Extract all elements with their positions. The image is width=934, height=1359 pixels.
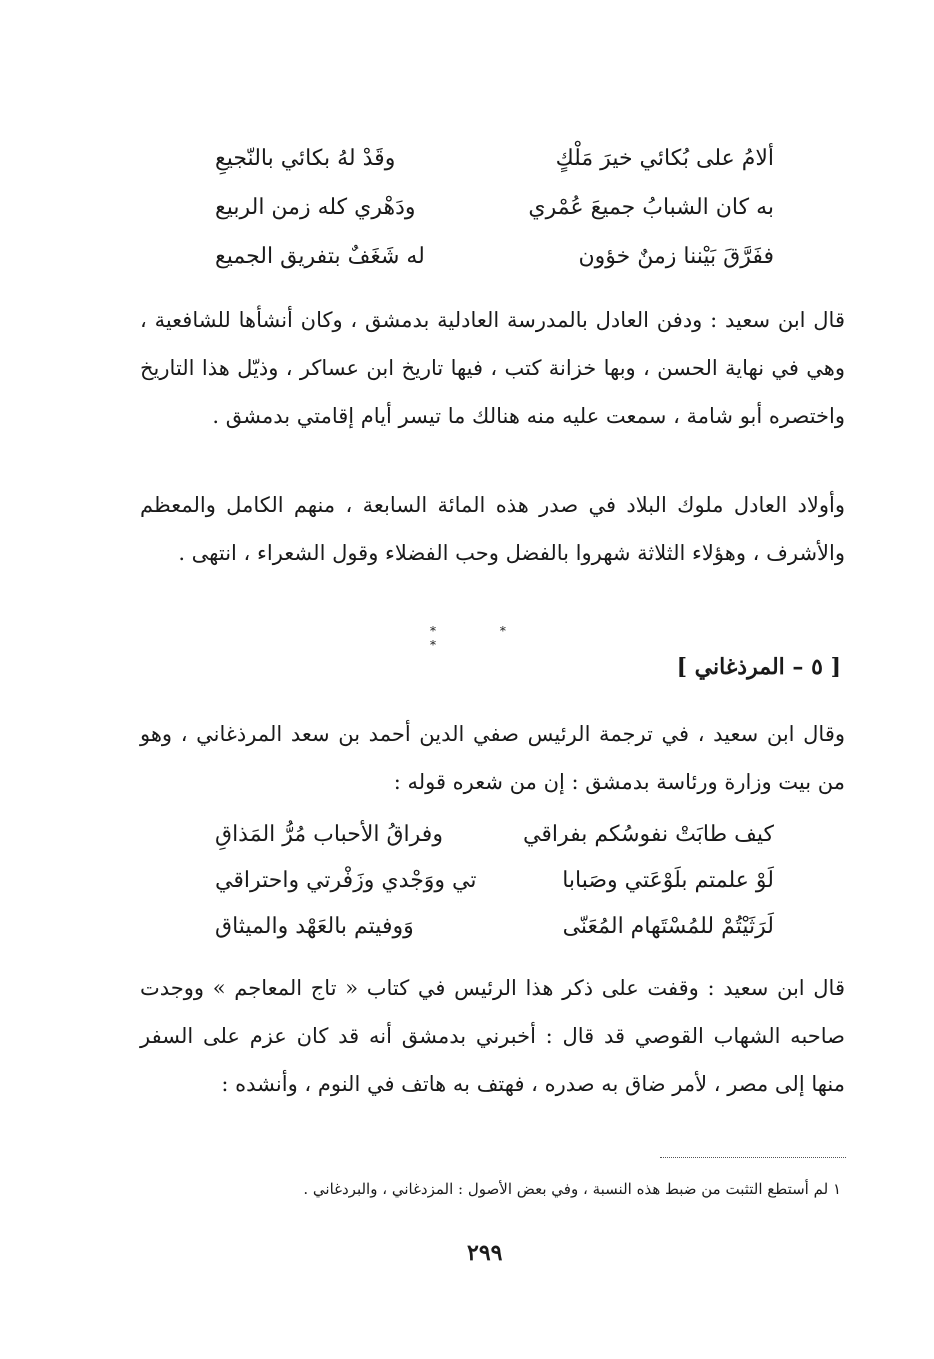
verse-5-hemistich-right: لَوْ علمتم بلَوْعَتي وصَبابا — [562, 868, 774, 893]
paragraph-taj-al-maajim: قال ابن سعيد : وقفت على ذكر هذا الرئيس في كتاب « تاج المعاجم » ووجدت صاحبه الشهاب القوصي قد قال : أخبرني بدمشق أنه قد كان عزم على السفر منها إلى مصر ، لأمر ضاق به صدره ، فهتف به هاتف في النوم ، وأنشده : — [140, 976, 845, 1096]
verse-4-hemistich-right: كيف طابَتْ نفوسُكم بفراقي — [522, 822, 774, 847]
paragraph-mardhaghani-text: وقال ابن سعيد ، في ترجمة الرئيس صفي الدين أحمد بن سعد المرذغاني ، وهو من بيت وزارة ورئاسة بدمشق : إن من شعره قوله : — [140, 722, 845, 794]
page-number: ٢٩٩ — [467, 1240, 503, 1266]
verse-2-hemistich-left: ودَهْري كله زمن الربيع — [215, 195, 416, 220]
verse-1-hemistich-left: وقَدْ لهُ بكائي بالنّجيعِ — [215, 146, 396, 171]
verse-6-hemistich-left: وَوفيتم بالعَهْد والميثاق — [215, 914, 414, 939]
paragraph-mardhaghani-intro — [140, 710, 845, 806]
section-separator-stars: * * * — [430, 624, 536, 652]
verse-5-hemistich-left: تي ووَجْدي وزَفْرتي واحتراقي — [215, 868, 477, 893]
verse-3-hemistich-left: له شَغَفٌ بتفريق الجميع — [215, 244, 425, 269]
verse-2-hemistich-right: به كان الشبابُ جميعَ عُمْري — [528, 195, 774, 220]
verse-3-hemistich-right: ففَرَّقَ بَيْننا زمنٌ خؤون — [578, 244, 774, 269]
paragraph-adiliyya-school: قال ابن سعيد : ودفن العادل بالمدرسة العادلية بدمشق ، وكان أنشأها للشافعية ، وهي في نهاية الحسن ، وبها خزانة كتب ، فيها تاريخ ابن عساكر ، وذيّل هذا التاريخ واختصره أبو شامة ، سمعت عليه منه هنالك ما تيسر أيام إقامتي بدمشق . — [140, 308, 845, 428]
section-heading: [ ٥ – المرذغاني ] — [676, 654, 841, 680]
verse-4-hemistich-left: وفراقُ الأحباب مُرُّ المَذاقِ — [215, 822, 443, 847]
footnote: ١ لم أستطع التثبت من ضبط هذه النسبة ، وفي بعض الأصول : المزدغاني ، والبردغاني . — [303, 1180, 841, 1198]
verse-6-hemistich-right: لَرَثَيْتُمْ للمُسْتَهام المُعَنّى — [562, 914, 774, 939]
footnote-divider — [660, 1157, 846, 1158]
verse-1-hemistich-right: ألامُ على بُكائي خيرَ مَلْكٍ — [555, 146, 774, 171]
paragraph-sons-of-adil: وأولاد العادل ملوك البلاد في صدر هذه المائة السابعة ، منهم الكامل والمعظم والأشرف ، وهؤلاء الثلاثة شهروا بالفضل وحب الفضلاء وقول الشعراء ، انتهى . — [140, 493, 845, 565]
